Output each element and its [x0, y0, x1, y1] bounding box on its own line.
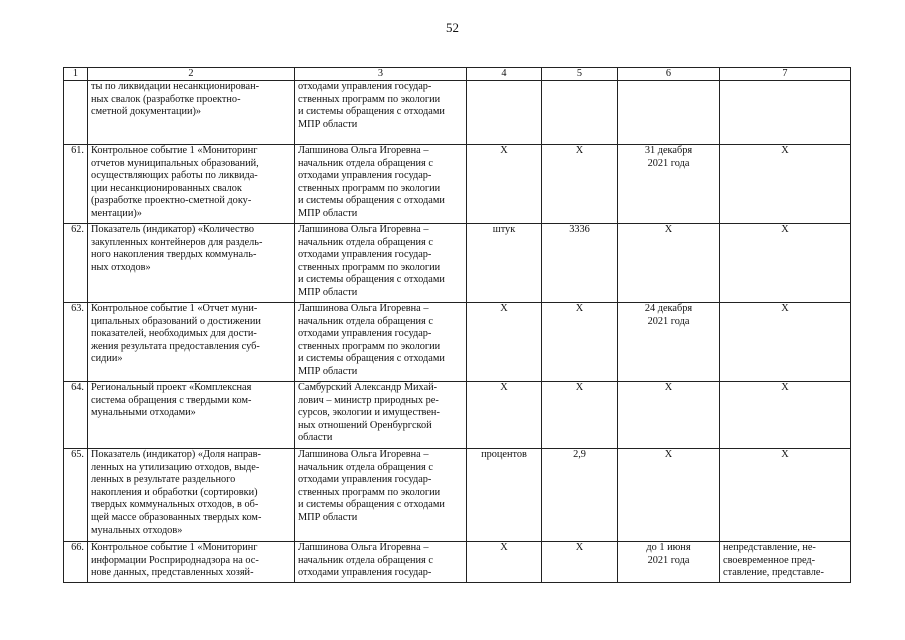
row-number: 66.: [64, 542, 88, 583]
deadline: до 1 июня 2021 года: [618, 542, 720, 583]
value: 2,9: [542, 449, 618, 542]
table-row: [64, 81, 851, 145]
unit: штук: [467, 224, 542, 303]
row-number: 65.: [64, 449, 88, 542]
row-number: 61.: [64, 145, 88, 224]
column-number: 2: [88, 68, 295, 81]
risk: Х: [720, 449, 851, 542]
row-number: 63.: [64, 303, 88, 382]
deadline: Х: [618, 449, 720, 542]
deadline: Х: [618, 224, 720, 303]
risk: Х: [720, 382, 851, 449]
table-row: [64, 542, 851, 583]
table-row: [64, 382, 851, 449]
deadline: 31 декабря 2021 года: [618, 145, 720, 224]
row-number: [64, 81, 88, 145]
value: [542, 81, 618, 145]
value: Х: [542, 542, 618, 583]
table-row: [64, 224, 851, 303]
unit: Х: [467, 303, 542, 382]
column-number: 7: [720, 68, 851, 81]
row-number: 64.: [64, 382, 88, 449]
responsible-person: Лапшинова Ольга Игоревна – начальник отдела обращения с отходами управления государ- ственных программ по экологии и системы обращения с отходами МПР области: [295, 449, 467, 542]
table-row: [64, 145, 851, 224]
risk: непредставление, не- своевременное пред- ставление, представле-: [720, 542, 851, 583]
measure-name: Контрольное событие 1 «Мониторинг отчетов муниципальных образований, осуществляющих работы по ликвида- ции несанкционированных свалок (разработке проектно-сметной доку- ментации)»: [88, 145, 295, 224]
column-number: 6: [618, 68, 720, 81]
column-number-row: [64, 68, 851, 81]
measure-name: Показатель (индикатор) «Доля направ- ленных на утилизацию отходов, выде- ленных в результате раздельного накопления и обработки (сортировки) твердых коммунальных отходов, в об- щей массе образованных твердых ком- мунальных отходов»: [88, 449, 295, 542]
measure-name: Показатель (индикатор) «Количество закупленных контейнеров для раздель- ного накопления твердых коммуналь- ных отходов»: [88, 224, 295, 303]
deadline: 24 декабря 2021 года: [618, 303, 720, 382]
risk: [720, 81, 851, 145]
responsible-person: Лапшинова Ольга Игоревна – начальник отдела обращения с отходами управления государ- ственных программ по экологии и системы обращения с отходами МПР области: [295, 224, 467, 303]
unit: Х: [467, 542, 542, 583]
deadline: Х: [618, 382, 720, 449]
value: Х: [542, 382, 618, 449]
column-number: 1: [64, 68, 88, 81]
plan-table: [63, 67, 851, 583]
responsible-person: Лапшинова Ольга Игоревна – начальник отдела обращения с отходами управления государ- ственных программ по экологии и системы обращения с отходами МПР области: [295, 145, 467, 224]
unit: [467, 81, 542, 145]
measure-name: Контрольное событие 1 «Мониторинг информации Росприроднадзора на ос- нове данных, представленных хозяй-: [88, 542, 295, 583]
row-number: 62.: [64, 224, 88, 303]
column-number: 3: [295, 68, 467, 81]
column-number: 5: [542, 68, 618, 81]
unit: Х: [467, 382, 542, 449]
responsible-person: отходами управления государ- ственных программ по экологии и системы обращения с отходами МПР области: [295, 81, 467, 145]
risk: Х: [720, 224, 851, 303]
value: Х: [542, 145, 618, 224]
measure-name: ты по ликвидации несанкционирован- ных свалок (разработке проектно- сметной документации)»: [88, 81, 295, 145]
value: 3336: [542, 224, 618, 303]
table-row: [64, 449, 851, 542]
value: Х: [542, 303, 618, 382]
column-number: 4: [467, 68, 542, 81]
risk: Х: [720, 303, 851, 382]
responsible-person: Самбурский Александр Михай- лович – министр природных ре- сурсов, экологии и имуществен- ных отношений Оренбургской области: [295, 382, 467, 449]
measure-name: Контрольное событие 1 «Отчет муни- ципальных образований о достижении показателей, необходимых для дости- жения результата предоставления суб- сидии»: [88, 303, 295, 382]
measure-name: Региональный проект «Комплексная система обращения с твердыми ком- мунальными отходами»: [88, 382, 295, 449]
risk: Х: [720, 145, 851, 224]
table-row: [64, 303, 851, 382]
responsible-person: Лапшинова Ольга Игоревна – начальник отдела обращения с отходами управления государ-: [295, 542, 467, 583]
deadline: [618, 81, 720, 145]
page-number: 52: [446, 20, 459, 35]
unit: Х: [467, 145, 542, 224]
responsible-person: Лапшинова Ольга Игоревна – начальник отдела обращения с отходами управления государ- ственных программ по экологии и системы обращения с отходами МПР области: [295, 303, 467, 382]
unit: процентов: [467, 449, 542, 542]
